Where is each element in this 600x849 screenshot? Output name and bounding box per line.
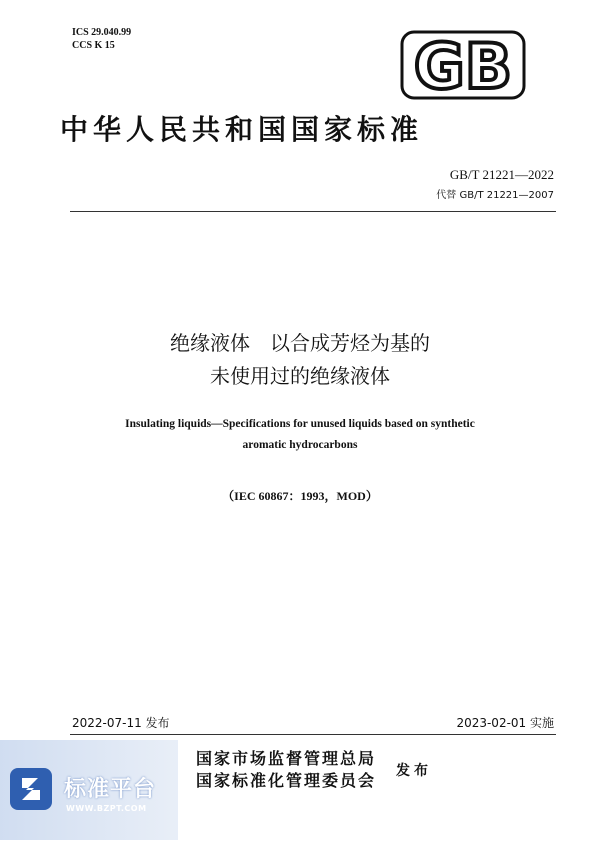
implementation-date: 2023-02-01 实施 — [456, 716, 554, 730]
ics-code: ICS 29.040.99 — [72, 27, 132, 38]
ccs-code: CCS K 15 — [72, 40, 115, 51]
publisher-line2: 国家标准化管理委员会 — [196, 771, 377, 790]
classification-codes — [72, 26, 131, 52]
title-en-line1: Insulating liquids—Specifications for unused liquids based on synthetic — [125, 418, 475, 430]
iec-equivalence: （IEC 60867：1993，MOD） — [222, 489, 378, 503]
publisher-line1: 国家市场监督管理总局 — [196, 749, 377, 768]
top-divider — [70, 211, 556, 212]
issue-date: 2022-07-11 发布 — [72, 716, 170, 730]
gb-logo-icon — [400, 30, 526, 100]
watermark-name: 标准平台 — [64, 777, 157, 802]
replaces-standard: 代替 GB/T 21221—2007 — [436, 190, 554, 201]
publisher-names — [196, 748, 376, 792]
bottom-divider — [70, 734, 556, 735]
title-cn-line1: 绝缘液体 以合成芳烃为基的 — [170, 331, 430, 355]
watermark-url: WWW.BZPT.COM — [66, 804, 147, 813]
gb-logo-text: GB — [413, 30, 513, 100]
watermark-logo-icon — [10, 768, 52, 810]
title-en-line2: aromatic hydrocarbons — [242, 439, 358, 451]
standard-number: GB/T 21221—2022 — [449, 167, 554, 182]
title-cn-line2: 未使用过的绝缘液体 — [210, 364, 390, 388]
country-heading: 中华人民共和国国家标准 — [60, 113, 424, 146]
publish-label: 发布 — [396, 763, 432, 779]
